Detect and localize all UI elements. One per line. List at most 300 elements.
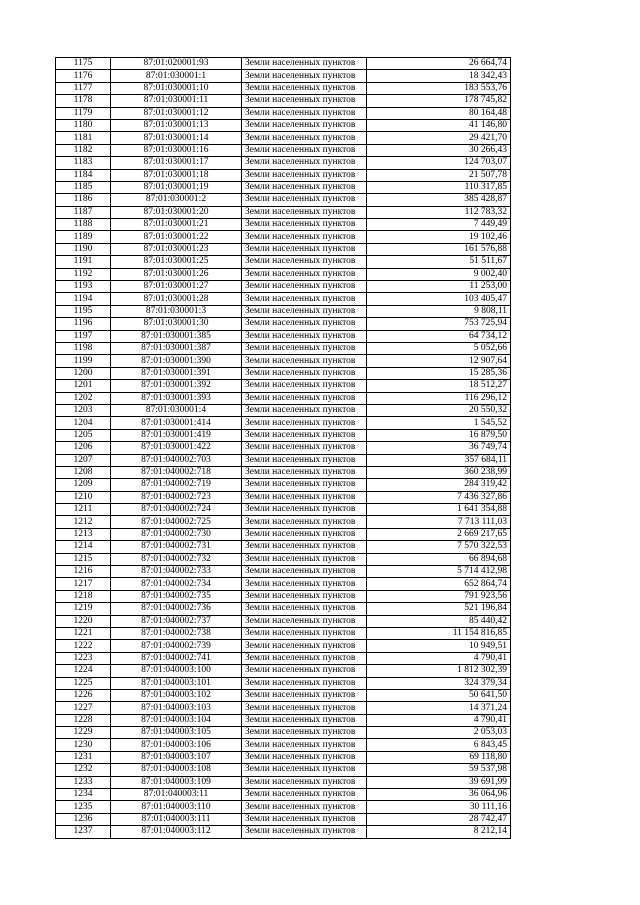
land-category-cell: Земли населенных пунктов xyxy=(242,404,367,416)
row-number-cell: 1235 xyxy=(56,801,111,813)
land-category-cell: Земли населенных пунктов xyxy=(242,615,367,627)
cadastral-number-cell: 87:01:040002:734 xyxy=(111,578,242,590)
land-category-cell: Земли населенных пунктов xyxy=(242,318,367,330)
cadastral-number-cell: 87:01:030001:30 xyxy=(111,318,242,330)
land-category-cell: Земли населенных пунктов xyxy=(242,739,367,751)
row-number-cell: 1214 xyxy=(56,541,111,553)
row-number-cell: 1211 xyxy=(56,504,111,516)
cadastral-value-cell: 103 405,47 xyxy=(367,293,511,305)
table-row xyxy=(56,640,511,652)
cadastral-number-cell: 87:01:030001:2 xyxy=(111,194,242,206)
table-row xyxy=(56,342,511,354)
table-row xyxy=(56,528,511,540)
cadastral-value-cell: 178 745,82 xyxy=(367,95,511,107)
cadastral-number-cell: 87:01:030001:10 xyxy=(111,82,242,94)
land-category-cell: Земли населенных пунктов xyxy=(242,281,367,293)
cadastral-value-cell: 41 146,80 xyxy=(367,119,511,131)
table-row xyxy=(56,367,511,379)
table-row xyxy=(56,380,511,392)
row-number-cell: 1189 xyxy=(56,231,111,243)
row-number-cell: 1180 xyxy=(56,119,111,131)
cadastral-value-cell: 20 550,32 xyxy=(367,404,511,416)
row-number-cell: 1195 xyxy=(56,305,111,317)
table-body xyxy=(56,58,511,839)
cadastral-number-cell: 87:01:040003:110 xyxy=(111,801,242,813)
cadastral-value-cell: 116 296,12 xyxy=(367,392,511,404)
cadastral-value-cell: 652 864,74 xyxy=(367,578,511,590)
cadastral-value-cell: 110 317,85 xyxy=(367,181,511,193)
land-category-cell: Земли населенных пунктов xyxy=(242,417,367,429)
land-category-cell: Земли населенных пунктов xyxy=(242,206,367,218)
row-number-cell: 1196 xyxy=(56,318,111,330)
land-category-cell: Земли населенных пунктов xyxy=(242,764,367,776)
row-number-cell: 1222 xyxy=(56,640,111,652)
table-row xyxy=(56,107,511,119)
cadastral-value-cell: 15 285,36 xyxy=(367,367,511,379)
table-row xyxy=(56,466,511,478)
row-number-cell: 1209 xyxy=(56,479,111,491)
table-row xyxy=(56,479,511,491)
land-category-cell: Земли населенных пунктов xyxy=(242,305,367,317)
table-row xyxy=(56,119,511,131)
row-number-cell: 1231 xyxy=(56,751,111,763)
land-category-cell: Земли населенных пунктов xyxy=(242,342,367,354)
cadastral-value-cell: 19 102,46 xyxy=(367,231,511,243)
cadastral-number-cell: 87:01:030001:28 xyxy=(111,293,242,305)
cadastral-number-cell: 87:01:030001:419 xyxy=(111,429,242,441)
land-category-cell: Земли населенных пунктов xyxy=(242,194,367,206)
row-number-cell: 1221 xyxy=(56,627,111,639)
cadastral-value-cell: 284 319,42 xyxy=(367,479,511,491)
table-row xyxy=(56,330,511,342)
cadastral-number-cell: 87:01:030001:387 xyxy=(111,342,242,354)
row-number-cell: 1190 xyxy=(56,243,111,255)
land-category-cell: Земли населенных пунктов xyxy=(242,330,367,342)
land-category-cell: Земли населенных пунктов xyxy=(242,528,367,540)
cadastral-value-cell: 51 511,67 xyxy=(367,256,511,268)
cadastral-value-cell: 5 052,66 xyxy=(367,342,511,354)
table-row xyxy=(56,392,511,404)
land-category-cell: Земли населенных пунктов xyxy=(242,256,367,268)
cadastral-number-cell: 87:01:040003:100 xyxy=(111,665,242,677)
row-number-cell: 1179 xyxy=(56,107,111,119)
land-category-cell: Земли населенных пунктов xyxy=(242,553,367,565)
land-category-cell: Земли населенных пунктов xyxy=(242,504,367,516)
table-row xyxy=(56,751,511,763)
land-category-cell: Земли населенных пунктов xyxy=(242,380,367,392)
cadastral-value-cell: 18 342,43 xyxy=(367,70,511,82)
table-row xyxy=(56,677,511,689)
row-number-cell: 1176 xyxy=(56,70,111,82)
row-number-cell: 1217 xyxy=(56,578,111,590)
table-row xyxy=(56,157,511,169)
row-number-cell: 1199 xyxy=(56,355,111,367)
row-number-cell: 1233 xyxy=(56,776,111,788)
row-number-cell: 1229 xyxy=(56,727,111,739)
table-row xyxy=(56,553,511,565)
cadastral-number-cell: 87:01:040003:105 xyxy=(111,727,242,739)
row-number-cell: 1230 xyxy=(56,739,111,751)
table-row xyxy=(56,243,511,255)
land-cadastral-table xyxy=(55,57,511,839)
cadastral-number-cell: 87:01:040002:736 xyxy=(111,603,242,615)
cadastral-number-cell: 87:01:040002:719 xyxy=(111,479,242,491)
cadastral-value-cell: 66 894,68 xyxy=(367,553,511,565)
cadastral-value-cell: 64 734,12 xyxy=(367,330,511,342)
row-number-cell: 1218 xyxy=(56,590,111,602)
land-category-cell: Земли населенных пунктов xyxy=(242,640,367,652)
land-category-cell: Земли населенных пунктов xyxy=(242,442,367,454)
table-row xyxy=(56,813,511,825)
table-row xyxy=(56,144,511,156)
land-category-cell: Земли населенных пунктов xyxy=(242,627,367,639)
cadastral-value-cell: 26 664,74 xyxy=(367,58,511,70)
row-number-cell: 1202 xyxy=(56,392,111,404)
land-category-cell: Земли населенных пунктов xyxy=(242,429,367,441)
table-row xyxy=(56,776,511,788)
cadastral-value-cell: 29 421,70 xyxy=(367,132,511,144)
cadastral-value-cell: 791 923,56 xyxy=(367,590,511,602)
cadastral-value-cell: 14 371,24 xyxy=(367,702,511,714)
cadastral-value-cell: 6 843,45 xyxy=(367,739,511,751)
table-row xyxy=(56,615,511,627)
table-row xyxy=(56,318,511,330)
row-number-cell: 1216 xyxy=(56,566,111,578)
row-number-cell: 1175 xyxy=(56,58,111,70)
cadastral-value-cell: 2 669 217,65 xyxy=(367,528,511,540)
land-category-cell: Земли населенных пунктов xyxy=(242,826,367,838)
cadastral-number-cell: 87:01:040003:106 xyxy=(111,739,242,751)
cadastral-number-cell: 87:01:030001:20 xyxy=(111,206,242,218)
land-category-cell: Земли населенных пунктов xyxy=(242,702,367,714)
row-number-cell: 1182 xyxy=(56,144,111,156)
cadastral-number-cell: 87:01:030001:391 xyxy=(111,367,242,379)
land-category-cell: Земли населенных пунктов xyxy=(242,454,367,466)
land-category-cell: Земли населенных пунктов xyxy=(242,801,367,813)
cadastral-value-cell: 360 238,99 xyxy=(367,466,511,478)
cadastral-value-cell: 7 449,49 xyxy=(367,219,511,231)
land-category-cell: Земли населенных пунктов xyxy=(242,144,367,156)
table-row xyxy=(56,206,511,218)
row-number-cell: 1201 xyxy=(56,380,111,392)
cadastral-number-cell: 87:01:030001:14 xyxy=(111,132,242,144)
cadastral-number-cell: 87:01:030001:414 xyxy=(111,417,242,429)
row-number-cell: 1178 xyxy=(56,95,111,107)
cadastral-value-cell: 12 907,64 xyxy=(367,355,511,367)
cadastral-number-cell: 87:01:030001:27 xyxy=(111,281,242,293)
cadastral-value-cell: 18 512,27 xyxy=(367,380,511,392)
cadastral-number-cell: 87:01:040002:723 xyxy=(111,491,242,503)
land-category-cell: Земли населенных пунктов xyxy=(242,243,367,255)
table-row xyxy=(56,739,511,751)
land-category-cell: Земли населенных пунктов xyxy=(242,70,367,82)
land-category-cell: Земли населенных пунктов xyxy=(242,665,367,677)
cadastral-value-cell: 9 002,40 xyxy=(367,268,511,280)
cadastral-value-cell: 161 576,88 xyxy=(367,243,511,255)
land-category-cell: Земли населенных пунктов xyxy=(242,776,367,788)
table-row xyxy=(56,268,511,280)
row-number-cell: 1210 xyxy=(56,491,111,503)
land-category-cell: Земли населенных пунктов xyxy=(242,355,367,367)
cadastral-number-cell: 87:01:040002:741 xyxy=(111,652,242,664)
cadastral-value-cell: 30 266,43 xyxy=(367,144,511,156)
row-number-cell: 1208 xyxy=(56,466,111,478)
table-row xyxy=(56,231,511,243)
table-row xyxy=(56,256,511,268)
cadastral-number-cell: 87:01:030001:4 xyxy=(111,404,242,416)
land-category-cell: Земли населенных пунктов xyxy=(242,590,367,602)
table-row xyxy=(56,504,511,516)
cadastral-value-cell: 69 118,80 xyxy=(367,751,511,763)
row-number-cell: 1232 xyxy=(56,764,111,776)
cadastral-value-cell: 7 436 327,86 xyxy=(367,491,511,503)
cadastral-number-cell: 87:01:040002:718 xyxy=(111,466,242,478)
cadastral-number-cell: 87:01:030001:1 xyxy=(111,70,242,82)
land-category-cell: Земли населенных пунктов xyxy=(242,367,367,379)
cadastral-number-cell: 87:01:040003:108 xyxy=(111,764,242,776)
cadastral-value-cell: 521 196,84 xyxy=(367,603,511,615)
row-number-cell: 1181 xyxy=(56,132,111,144)
table-row xyxy=(56,516,511,528)
row-number-cell: 1227 xyxy=(56,702,111,714)
row-number-cell: 1191 xyxy=(56,256,111,268)
land-category-cell: Земли населенных пунктов xyxy=(242,541,367,553)
row-number-cell: 1237 xyxy=(56,826,111,838)
cadastral-value-cell: 2 053,03 xyxy=(367,727,511,739)
cadastral-value-cell: 4 790,41 xyxy=(367,652,511,664)
cadastral-value-cell: 183 553,76 xyxy=(367,82,511,94)
row-number-cell: 1198 xyxy=(56,342,111,354)
land-category-cell: Земли населенных пунктов xyxy=(242,58,367,70)
cadastral-value-cell: 385 428,87 xyxy=(367,194,511,206)
land-category-cell: Земли населенных пунктов xyxy=(242,566,367,578)
land-category-cell: Земли населенных пунктов xyxy=(242,789,367,801)
table-row xyxy=(56,355,511,367)
table-row xyxy=(56,95,511,107)
row-number-cell: 1228 xyxy=(56,714,111,726)
row-number-cell: 1213 xyxy=(56,528,111,540)
cadastral-number-cell: 87:01:030001:19 xyxy=(111,181,242,193)
row-number-cell: 1204 xyxy=(56,417,111,429)
cadastral-value-cell: 11 154 816,85 xyxy=(367,627,511,639)
cadastral-number-cell: 87:01:040003:111 xyxy=(111,813,242,825)
cadastral-number-cell: 87:01:030001:21 xyxy=(111,219,242,231)
cadastral-number-cell: 87:01:040003:112 xyxy=(111,826,242,838)
cadastral-value-cell: 357 684,11 xyxy=(367,454,511,466)
cadastral-number-cell: 87:01:040002:730 xyxy=(111,528,242,540)
cadastral-value-cell: 28 742,47 xyxy=(367,813,511,825)
cadastral-value-cell: 7 570 322,53 xyxy=(367,541,511,553)
table-row xyxy=(56,603,511,615)
table-row xyxy=(56,219,511,231)
table-row xyxy=(56,194,511,206)
land-category-cell: Земли населенных пунктов xyxy=(242,751,367,763)
cadastral-value-cell: 80 164,48 xyxy=(367,107,511,119)
table-row xyxy=(56,132,511,144)
cadastral-number-cell: 87:01:030001:18 xyxy=(111,169,242,181)
land-category-cell: Земли населенных пунктов xyxy=(242,293,367,305)
cadastral-value-cell: 10 949,51 xyxy=(367,640,511,652)
table-row xyxy=(56,727,511,739)
land-category-cell: Земли населенных пунктов xyxy=(242,392,367,404)
row-number-cell: 1207 xyxy=(56,454,111,466)
table-row xyxy=(56,305,511,317)
row-number-cell: 1188 xyxy=(56,219,111,231)
table-row xyxy=(56,702,511,714)
row-number-cell: 1226 xyxy=(56,689,111,701)
table-row xyxy=(56,627,511,639)
cadastral-value-cell: 1 545,52 xyxy=(367,417,511,429)
cadastral-number-cell: 87:01:040003:101 xyxy=(111,677,242,689)
cadastral-value-cell: 39 691,99 xyxy=(367,776,511,788)
cadastral-number-cell: 87:01:030001:393 xyxy=(111,392,242,404)
land-category-cell: Земли населенных пунктов xyxy=(242,231,367,243)
cadastral-number-cell: 87:01:040002:737 xyxy=(111,615,242,627)
land-category-cell: Земли населенных пунктов xyxy=(242,813,367,825)
row-number-cell: 1225 xyxy=(56,677,111,689)
table-row xyxy=(56,764,511,776)
table-row xyxy=(56,58,511,70)
land-category-cell: Земли населенных пунктов xyxy=(242,119,367,131)
land-category-cell: Земли населенных пунктов xyxy=(242,516,367,528)
row-number-cell: 1192 xyxy=(56,268,111,280)
cadastral-number-cell: 87:01:030001:385 xyxy=(111,330,242,342)
cadastral-number-cell: 87:01:020001:93 xyxy=(111,58,242,70)
row-number-cell: 1205 xyxy=(56,429,111,441)
cadastral-number-cell: 87:01:030001:16 xyxy=(111,144,242,156)
cadastral-number-cell: 87:01:030001:26 xyxy=(111,268,242,280)
cadastral-value-cell: 85 440,42 xyxy=(367,615,511,627)
row-number-cell: 1187 xyxy=(56,206,111,218)
land-category-cell: Земли населенных пунктов xyxy=(242,181,367,193)
cadastral-number-cell: 87:01:040003:103 xyxy=(111,702,242,714)
row-number-cell: 1224 xyxy=(56,665,111,677)
table-row xyxy=(56,442,511,454)
land-category-cell: Земли населенных пунктов xyxy=(242,603,367,615)
table-row xyxy=(56,70,511,82)
cadastral-number-cell: 87:01:040002:732 xyxy=(111,553,242,565)
row-number-cell: 1203 xyxy=(56,404,111,416)
row-number-cell: 1206 xyxy=(56,442,111,454)
cadastral-value-cell: 16 879,50 xyxy=(367,429,511,441)
cadastral-number-cell: 87:01:040002:731 xyxy=(111,541,242,553)
row-number-cell: 1212 xyxy=(56,516,111,528)
table-row xyxy=(56,429,511,441)
table-row xyxy=(56,181,511,193)
table-row xyxy=(56,454,511,466)
table-row xyxy=(56,417,511,429)
cadastral-value-cell: 753 725,94 xyxy=(367,318,511,330)
row-number-cell: 1236 xyxy=(56,813,111,825)
row-number-cell: 1184 xyxy=(56,169,111,181)
table-row xyxy=(56,82,511,94)
land-category-cell: Земли населенных пунктов xyxy=(242,107,367,119)
cadastral-value-cell: 36 064,96 xyxy=(367,789,511,801)
cadastral-value-cell: 5 714 412,98 xyxy=(367,566,511,578)
land-category-cell: Земли населенных пунктов xyxy=(242,157,367,169)
row-number-cell: 1194 xyxy=(56,293,111,305)
cadastral-number-cell: 87:01:040002:703 xyxy=(111,454,242,466)
cadastral-number-cell: 87:01:040003:102 xyxy=(111,689,242,701)
cadastral-value-cell: 4 790,41 xyxy=(367,714,511,726)
cadastral-value-cell: 59 537,98 xyxy=(367,764,511,776)
row-number-cell: 1234 xyxy=(56,789,111,801)
row-number-cell: 1185 xyxy=(56,181,111,193)
table-row xyxy=(56,491,511,503)
table-row xyxy=(56,689,511,701)
row-number-cell: 1223 xyxy=(56,652,111,664)
land-category-cell: Земли населенных пунктов xyxy=(242,652,367,664)
cadastral-value-cell: 7 713 111,03 xyxy=(367,516,511,528)
land-category-cell: Земли населенных пунктов xyxy=(242,82,367,94)
cadastral-number-cell: 87:01:040002:738 xyxy=(111,627,242,639)
cadastral-number-cell: 87:01:030001:23 xyxy=(111,243,242,255)
land-category-cell: Земли населенных пунктов xyxy=(242,169,367,181)
table-row xyxy=(56,169,511,181)
cadastral-value-cell: 8 212,14 xyxy=(367,826,511,838)
cadastral-value-cell: 36 749,74 xyxy=(367,442,511,454)
row-number-cell: 1183 xyxy=(56,157,111,169)
land-category-cell: Земли населенных пунктов xyxy=(242,219,367,231)
cadastral-number-cell: 87:01:030001:3 xyxy=(111,305,242,317)
row-number-cell: 1200 xyxy=(56,367,111,379)
cadastral-number-cell: 87:01:040002:733 xyxy=(111,566,242,578)
cadastral-number-cell: 87:01:040003:104 xyxy=(111,714,242,726)
cadastral-value-cell: 324 379,34 xyxy=(367,677,511,689)
row-number-cell: 1215 xyxy=(56,553,111,565)
cadastral-value-cell: 11 253,00 xyxy=(367,281,511,293)
row-number-cell: 1197 xyxy=(56,330,111,342)
land-category-cell: Земли населенных пунктов xyxy=(242,689,367,701)
cadastral-number-cell: 87:01:030001:25 xyxy=(111,256,242,268)
cadastral-number-cell: 87:01:030001:22 xyxy=(111,231,242,243)
cadastral-number-cell: 87:01:030001:390 xyxy=(111,355,242,367)
cadastral-number-cell: 87:01:040003:107 xyxy=(111,751,242,763)
row-number-cell: 1186 xyxy=(56,194,111,206)
table-row xyxy=(56,281,511,293)
land-category-cell: Земли населенных пунктов xyxy=(242,491,367,503)
row-number-cell: 1219 xyxy=(56,603,111,615)
cadastral-number-cell: 87:01:040002:739 xyxy=(111,640,242,652)
table-row xyxy=(56,578,511,590)
land-category-cell: Земли населенных пунктов xyxy=(242,714,367,726)
cadastral-number-cell: 87:01:030001:11 xyxy=(111,95,242,107)
table-row xyxy=(56,404,511,416)
land-category-cell: Земли населенных пунктов xyxy=(242,578,367,590)
land-category-cell: Земли населенных пунктов xyxy=(242,132,367,144)
cadastral-number-cell: 87:01:040002:735 xyxy=(111,590,242,602)
land-category-cell: Земли населенных пунктов xyxy=(242,95,367,107)
cadastral-number-cell: 87:01:030001:422 xyxy=(111,442,242,454)
land-category-cell: Земли населенных пунктов xyxy=(242,479,367,491)
table-row xyxy=(56,590,511,602)
cadastral-number-cell: 87:01:040003:109 xyxy=(111,776,242,788)
cadastral-number-cell: 87:01:030001:13 xyxy=(111,119,242,131)
cadastral-value-cell: 112 783,32 xyxy=(367,206,511,218)
cadastral-number-cell: 87:01:030001:12 xyxy=(111,107,242,119)
cadastral-number-cell: 87:01:040003:11 xyxy=(111,789,242,801)
table-row xyxy=(56,826,511,838)
row-number-cell: 1177 xyxy=(56,82,111,94)
land-category-cell: Земли населенных пунктов xyxy=(242,268,367,280)
land-category-cell: Земли населенных пунктов xyxy=(242,466,367,478)
cadastral-value-cell: 1 641 354,88 xyxy=(367,504,511,516)
cadastral-value-cell: 124 703,07 xyxy=(367,157,511,169)
row-number-cell: 1193 xyxy=(56,281,111,293)
table-row xyxy=(56,665,511,677)
row-number-cell: 1220 xyxy=(56,615,111,627)
cadastral-value-cell: 21 507,78 xyxy=(367,169,511,181)
